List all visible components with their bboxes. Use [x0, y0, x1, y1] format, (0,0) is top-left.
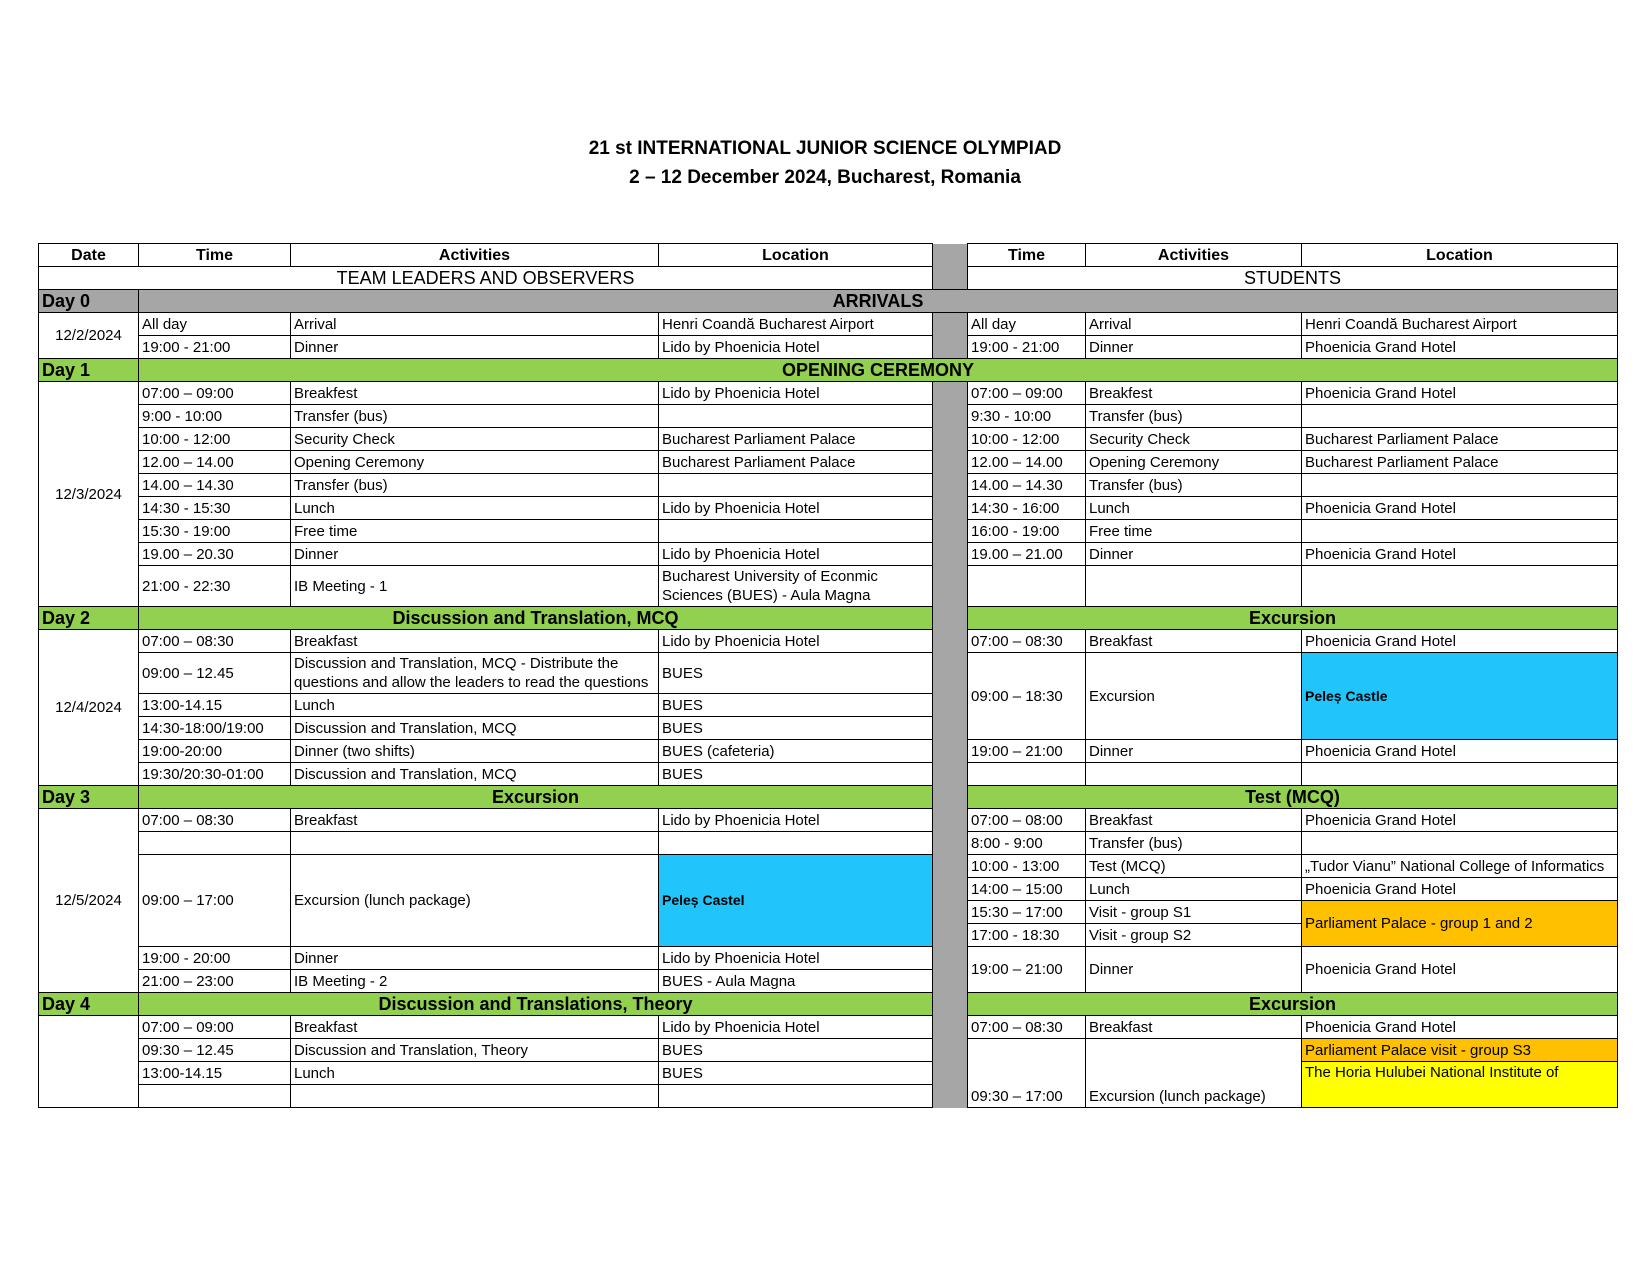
leader-activity: Transfer (bus) [291, 405, 659, 428]
leader-time: 19:00 - 20:00 [139, 947, 291, 970]
header-activities: Activities [291, 244, 659, 267]
student-time: 10:00 - 13:00 [968, 855, 1086, 878]
student-activity: Breakfast [1086, 809, 1302, 832]
student-location [1302, 474, 1618, 497]
student-activity: Free time [1086, 520, 1302, 543]
header-location-students: Location [1302, 244, 1618, 267]
day2-banner-row [39, 607, 1618, 630]
separator [933, 1016, 968, 1039]
student-activity: Visit - group S1 [1086, 901, 1302, 924]
day0-label: Day 0 [39, 290, 139, 313]
table-row [39, 405, 1618, 428]
student-location: Phoenicia Grand Hotel [1302, 878, 1618, 901]
student-activity: Test (MCQ) [1086, 855, 1302, 878]
header-activities-students: Activities [1086, 244, 1302, 267]
table-row [39, 947, 1618, 970]
student-time: 19:00 - 21:00 [968, 336, 1086, 359]
leader-location: Bucharest Parliament Palace [659, 428, 933, 451]
document-title: 21 st INTERNATIONAL JUNIOR SCIENCE OLYMPIAD [588, 138, 1062, 159]
student-location: Phoenicia Grand Hotel [1302, 740, 1618, 763]
day0-date: 12/2/2024 [39, 313, 139, 359]
student-time: 09:00 – 18:30 [968, 653, 1086, 740]
day0-banner: ARRIVALS [139, 290, 1618, 313]
schedule-table [38, 243, 1618, 1108]
leader-time: 19:00-20:00 [139, 740, 291, 763]
student-location [1302, 763, 1618, 786]
separator [933, 543, 968, 566]
student-location: Bucharest Parliament Palace [1302, 428, 1618, 451]
student-time: 07:00 – 08:00 [968, 809, 1086, 832]
student-activity: Opening Ceremony [1086, 451, 1302, 474]
student-location: Peleș Castle [1302, 653, 1618, 740]
student-activity: Dinner [1086, 543, 1302, 566]
leader-time: 07:00 – 08:30 [139, 809, 291, 832]
leader-location: Lido by Phoenicia Hotel [659, 543, 933, 566]
leader-activity: IB Meeting - 2 [291, 970, 659, 993]
separator [933, 566, 968, 607]
leader-time: 07:00 – 09:00 [139, 1016, 291, 1039]
leader-location: Lido by Phoenicia Hotel [659, 336, 933, 359]
day1-banner-row [39, 359, 1618, 382]
student-activity: Transfer (bus) [1086, 474, 1302, 497]
day3-banner-leaders: Excursion [139, 786, 933, 809]
leader-activity: Lunch [291, 1062, 659, 1085]
student-activity: Breakfast [1086, 630, 1302, 653]
day0-banner-row [39, 290, 1618, 313]
leader-activity: Discussion and Translation, MCQ - Distribute the questions and allow the leaders to read the questions [291, 653, 659, 694]
separator [933, 740, 968, 763]
separator [933, 878, 968, 901]
separator [933, 924, 968, 947]
student-location: The Horia Hulubei National Institute of [1302, 1062, 1618, 1108]
student-location: Phoenicia Grand Hotel [1302, 809, 1618, 832]
leader-location: BUES - Aula Magna [659, 970, 933, 993]
day1-date: 12/3/2024 [39, 382, 139, 607]
table-row [39, 1016, 1618, 1039]
table-row [39, 809, 1618, 832]
leader-activity: Dinner [291, 947, 659, 970]
separator [933, 607, 968, 630]
student-time: 07:00 – 08:30 [968, 630, 1086, 653]
student-activity: Lunch [1086, 497, 1302, 520]
student-location [1302, 832, 1618, 855]
header-row [39, 244, 1618, 267]
header-time: Time [139, 244, 291, 267]
separator [933, 717, 968, 740]
leader-activity: Arrival [291, 313, 659, 336]
student-time: 8:00 - 9:00 [968, 832, 1086, 855]
student-location: Phoenicia Grand Hotel [1302, 1016, 1618, 1039]
separator [933, 405, 968, 428]
student-time: 14:30 - 16:00 [968, 497, 1086, 520]
table-row [39, 543, 1618, 566]
group-students: STUDENTS [968, 267, 1618, 290]
day2-date: 12/4/2024 [39, 630, 139, 786]
student-time: 12.00 – 14.00 [968, 451, 1086, 474]
day3-date: 12/5/2024 [39, 809, 139, 993]
student-location: „Tudor Vianu” National College of Informatics [1302, 855, 1618, 878]
leader-activity: Discussion and Translation, MCQ [291, 717, 659, 740]
leader-location: Lido by Phoenicia Hotel [659, 947, 933, 970]
leader-activity: Breakfast [291, 809, 659, 832]
student-activity: Lunch [1086, 878, 1302, 901]
leader-time: 09:00 – 17:00 [139, 855, 291, 947]
header-date: Date [39, 244, 139, 267]
separator [933, 382, 968, 405]
student-location [1302, 566, 1618, 607]
table-row [39, 653, 1618, 694]
separator [933, 630, 968, 653]
leader-location: BUES [659, 763, 933, 786]
student-location: Phoenicia Grand Hotel [1302, 497, 1618, 520]
leader-activity: Discussion and Translation, Theory [291, 1039, 659, 1062]
separator [933, 336, 968, 359]
student-location: Parliament Palace - group 1 and 2 [1302, 901, 1618, 947]
table-row [39, 474, 1618, 497]
student-activity: Transfer (bus) [1086, 405, 1302, 428]
table-row [39, 855, 1618, 878]
leader-location: BUES [659, 1062, 933, 1085]
leader-activity: Dinner [291, 336, 659, 359]
day2-label: Day 2 [39, 607, 139, 630]
table-row [39, 1039, 1618, 1062]
leader-activity: Free time [291, 520, 659, 543]
leader-location: Peleș Castel [659, 855, 933, 947]
leader-activity: Security Check [291, 428, 659, 451]
document-subtitle: 2 – 12 December 2024, Bucharest, Romania [629, 167, 1021, 188]
day4-label: Day 4 [39, 993, 139, 1016]
day3-label: Day 3 [39, 786, 139, 809]
student-time: 16:00 - 19:00 [968, 520, 1086, 543]
day3-banner-students: Test (MCQ) [968, 786, 1618, 809]
table-row [39, 313, 1618, 336]
table-row [39, 740, 1618, 763]
student-time: 09:30 – 17:00 [968, 1039, 1086, 1108]
student-time: 14.00 – 14.30 [968, 474, 1086, 497]
leader-time: 15:30 - 19:00 [139, 520, 291, 543]
separator [933, 993, 968, 1016]
leader-time [139, 832, 291, 855]
leader-time: 13:00-14.15 [139, 1062, 291, 1085]
leader-activity: Breakfast [291, 630, 659, 653]
leader-time: 10:00 - 12:00 [139, 428, 291, 451]
table-row [39, 630, 1618, 653]
leader-location: Bucharest University of Econmic Sciences (BUES) - Aula Magna [659, 566, 933, 607]
header-location: Location [659, 244, 933, 267]
leader-activity: Lunch [291, 497, 659, 520]
student-location: Phoenicia Grand Hotel [1302, 543, 1618, 566]
day3-banner-row [39, 786, 1618, 809]
student-activity: Dinner [1086, 336, 1302, 359]
separator [933, 520, 968, 543]
leader-time: 09:30 – 12.45 [139, 1039, 291, 1062]
separator [933, 1062, 968, 1085]
table-row [39, 566, 1618, 607]
leader-location: Henri Coandă Bucharest Airport [659, 313, 933, 336]
student-location [1302, 520, 1618, 543]
student-time: 14:00 – 15:00 [968, 878, 1086, 901]
student-time [968, 566, 1086, 607]
student-time: 19:00 – 21:00 [968, 947, 1086, 993]
leader-time: 12.00 – 14.00 [139, 451, 291, 474]
student-location: Phoenicia Grand Hotel [1302, 382, 1618, 405]
leader-activity: Transfer (bus) [291, 474, 659, 497]
student-activity: Excursion [1086, 653, 1302, 740]
student-activity: Excursion (lunch package) [1086, 1039, 1302, 1108]
leader-location [659, 405, 933, 428]
leader-location [659, 832, 933, 855]
separator [933, 497, 968, 520]
leader-location: Lido by Phoenicia Hotel [659, 630, 933, 653]
leader-time [139, 1085, 291, 1108]
day2-banner-students: Excursion [968, 607, 1618, 630]
separator [933, 947, 968, 993]
leader-location [659, 474, 933, 497]
leader-location: BUES [659, 717, 933, 740]
table-row [39, 497, 1618, 520]
student-activity [1086, 763, 1302, 786]
student-time: 15:30 – 17:00 [968, 901, 1086, 924]
leader-time: 07:00 – 08:30 [139, 630, 291, 653]
leader-location: Lido by Phoenicia Hotel [659, 809, 933, 832]
leader-activity: Breakfest [291, 382, 659, 405]
student-time: 10:00 - 12:00 [968, 428, 1086, 451]
student-location: Phoenicia Grand Hotel [1302, 630, 1618, 653]
table-row [39, 763, 1618, 786]
separator [933, 653, 968, 694]
separator [933, 244, 968, 290]
separator [933, 313, 968, 336]
leader-activity: Excursion (lunch package) [291, 855, 659, 947]
leader-activity: IB Meeting - 1 [291, 566, 659, 607]
leader-location: Lido by Phoenicia Hotel [659, 382, 933, 405]
leader-location: BUES [659, 694, 933, 717]
student-location: Phoenicia Grand Hotel [1302, 336, 1618, 359]
table-row [39, 1062, 1618, 1085]
leader-time: 19:00 - 21:00 [139, 336, 291, 359]
day4-banner-students: Excursion [968, 993, 1618, 1016]
leader-time: 14.00 – 14.30 [139, 474, 291, 497]
student-activity: Arrival [1086, 313, 1302, 336]
student-activity: Breakfast [1086, 1016, 1302, 1039]
separator [933, 451, 968, 474]
leader-time: All day [139, 313, 291, 336]
leader-location: Lido by Phoenicia Hotel [659, 497, 933, 520]
separator [933, 1085, 968, 1108]
leader-location: BUES [659, 653, 933, 694]
separator [933, 763, 968, 786]
day4-banner-leaders: Discussion and Translations, Theory [139, 993, 933, 1016]
leader-location [659, 520, 933, 543]
separator [933, 832, 968, 855]
leader-activity: Breakfast [291, 1016, 659, 1039]
student-time: 19:00 – 21:00 [968, 740, 1086, 763]
separator [933, 694, 968, 717]
student-location: Phoenicia Grand Hotel [1302, 947, 1618, 993]
student-time: 9:30 - 10:00 [968, 405, 1086, 428]
student-location: Henri Coandă Bucharest Airport [1302, 313, 1618, 336]
leader-location: Bucharest Parliament Palace [659, 451, 933, 474]
table-row [39, 336, 1618, 359]
separator [933, 428, 968, 451]
student-time: 07:00 – 09:00 [968, 382, 1086, 405]
leader-time: 07:00 – 09:00 [139, 382, 291, 405]
leader-activity: Opening Ceremony [291, 451, 659, 474]
student-time: 07:00 – 08:30 [968, 1016, 1086, 1039]
leader-activity: Lunch [291, 694, 659, 717]
student-location: Parliament Palace visit - group S3 [1302, 1039, 1618, 1062]
leader-activity [291, 1085, 659, 1108]
student-activity: Dinner [1086, 740, 1302, 763]
leader-location [659, 1085, 933, 1108]
leader-activity [291, 832, 659, 855]
student-activity: Breakfest [1086, 382, 1302, 405]
group-row [39, 267, 1618, 290]
student-activity: Dinner [1086, 947, 1302, 993]
day4-date [39, 1016, 139, 1108]
leader-activity: Dinner (two shifts) [291, 740, 659, 763]
day1-label: Day 1 [39, 359, 139, 382]
student-location: Bucharest Parliament Palace [1302, 451, 1618, 474]
student-activity: Transfer (bus) [1086, 832, 1302, 855]
student-time: 19.00 – 21.00 [968, 543, 1086, 566]
schedule-viewport [38, 243, 1618, 1154]
table-row [39, 428, 1618, 451]
leader-time: 21:00 – 23:00 [139, 970, 291, 993]
student-location [1302, 405, 1618, 428]
student-activity [1086, 566, 1302, 607]
leader-time: 13:00-14.15 [139, 694, 291, 717]
leader-time: 14:30-18:00/19:00 [139, 717, 291, 740]
leader-location: BUES [659, 1039, 933, 1062]
header-time-students: Time [968, 244, 1086, 267]
leader-location: BUES (cafeteria) [659, 740, 933, 763]
leader-time: 9:00 - 10:00 [139, 405, 291, 428]
leader-time: 09:00 – 12.45 [139, 653, 291, 694]
leader-time: 14:30 - 15:30 [139, 497, 291, 520]
student-activity: Security Check [1086, 428, 1302, 451]
separator [933, 474, 968, 497]
day4-banner-row [39, 993, 1618, 1016]
day2-banner-leaders: Discussion and Translation, MCQ [139, 607, 933, 630]
student-time [968, 763, 1086, 786]
student-time: All day [968, 313, 1086, 336]
table-row [39, 382, 1618, 405]
leader-location: Lido by Phoenicia Hotel [659, 1016, 933, 1039]
separator [933, 786, 968, 809]
leader-time: 19:30/20:30-01:00 [139, 763, 291, 786]
separator [933, 809, 968, 832]
student-activity: Visit - group S2 [1086, 924, 1302, 947]
leader-time: 21:00 - 22:30 [139, 566, 291, 607]
student-time: 17:00 - 18:30 [968, 924, 1086, 947]
leader-time: 19.00 – 20.30 [139, 543, 291, 566]
separator [933, 901, 968, 924]
table-row [39, 451, 1618, 474]
table-row [39, 520, 1618, 543]
separator [933, 1039, 968, 1062]
day1-banner: OPENING CEREMONY [139, 359, 1618, 382]
group-leaders: TEAM LEADERS AND OBSERVERS [39, 267, 933, 290]
leader-activity: Discussion and Translation, MCQ [291, 763, 659, 786]
leader-activity: Dinner [291, 543, 659, 566]
separator [933, 855, 968, 878]
table-row [39, 832, 1618, 855]
